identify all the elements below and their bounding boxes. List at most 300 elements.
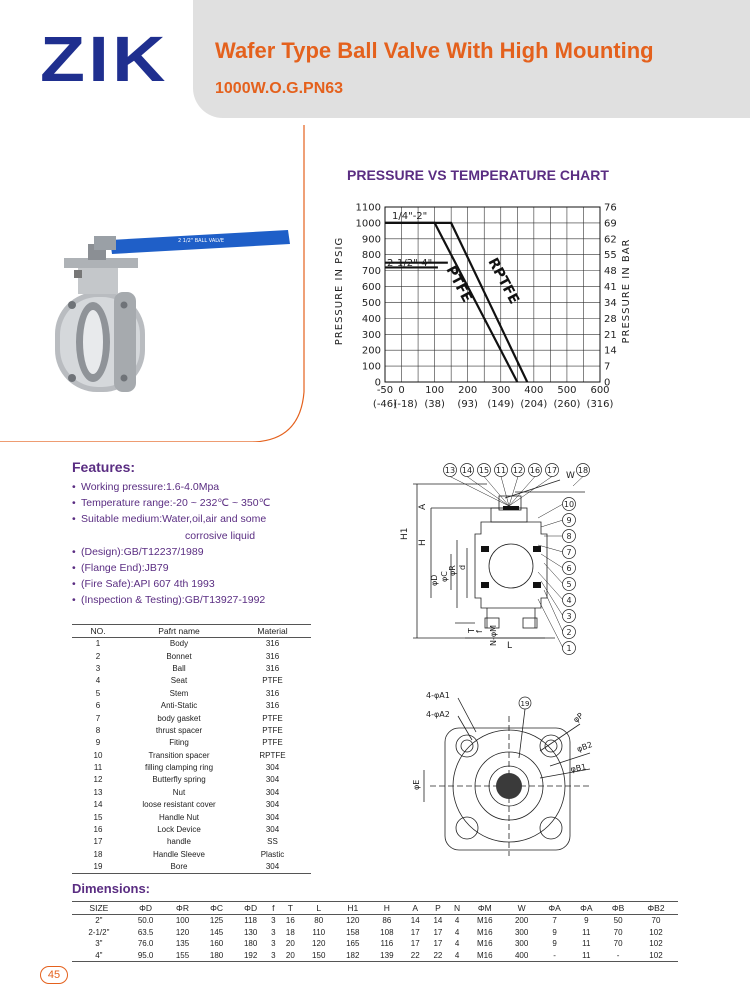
dim-col-header: ΦB — [602, 902, 634, 915]
part-material: 304 — [234, 861, 311, 874]
part-material: 304 — [265, 812, 280, 822]
x-tick-label: -50 — [376, 385, 394, 396]
dim-cell: 108 — [380, 927, 394, 937]
parts-table-row — [72, 824, 311, 836]
features-list — [72, 479, 270, 609]
dim-cell: 80 — [314, 916, 324, 926]
dim-cell: 100 — [175, 916, 190, 926]
y-tick-label: 200 — [361, 345, 381, 357]
callout-number: 17 — [546, 466, 558, 475]
callout — [544, 530, 576, 543]
dim-cell: M16 — [477, 916, 493, 926]
part-name: Seat — [170, 676, 188, 686]
parts-table-row — [72, 849, 311, 861]
callout-number: 10 — [563, 500, 575, 509]
dim-cell: 182 — [336, 950, 370, 962]
dim-cell: 400 — [505, 950, 539, 962]
feature-item: • (Fire Safe):API 607 4th 1993 — [72, 578, 215, 591]
part-no: 5 — [95, 688, 101, 698]
callout-number: 5 — [566, 580, 572, 589]
part-no: 12 — [93, 775, 103, 785]
parts-table-row — [72, 712, 311, 724]
feature-item: • (Inspection & Testing):GB/T13927-1992 — [72, 594, 266, 607]
dim-cell: 300 — [514, 927, 529, 937]
part-no: 3 — [95, 663, 101, 673]
part-material: 304 — [265, 825, 280, 835]
dim-cell: 70 — [613, 927, 623, 937]
dim-cell: 17 — [433, 927, 443, 937]
dim-cell: 3" — [95, 939, 103, 949]
callout-number: 9 — [566, 516, 572, 525]
part-no: 14 — [93, 800, 103, 810]
leader-line — [509, 477, 535, 507]
parts-table-row — [72, 762, 311, 774]
dim-cell: 4" — [72, 950, 126, 962]
part-no: 1 — [95, 639, 101, 649]
feature-item: • (Design):GB/T12237/1989 — [72, 545, 204, 558]
dimensions-table-row — [72, 950, 678, 962]
dim-cell: 192 — [234, 950, 268, 962]
x-tick-label-celsius: (149) — [487, 399, 515, 410]
page-title: Wafer Type Ball Valve With High Mounting — [215, 38, 654, 63]
dim-col-header: W — [505, 902, 539, 915]
parts-table-row — [72, 737, 311, 749]
dim-cell: 9 — [584, 916, 589, 926]
dim-cell: 50.0 — [137, 916, 154, 926]
part-name: handle — [166, 837, 192, 847]
dim-cell: 180 — [243, 939, 258, 949]
y-tick-label: 300 — [361, 329, 381, 341]
part-material: SS — [267, 837, 278, 847]
y-tick-label: 100 — [361, 361, 381, 373]
part-no: 10 — [93, 750, 103, 760]
dim-col-header: P — [427, 902, 450, 915]
chart-label-ptfe: PTFE — [442, 263, 475, 306]
parts-table-row — [72, 725, 311, 737]
leader-line — [450, 477, 509, 507]
chart-label-size-large: 2-1/2"-4" — [387, 258, 433, 269]
part-material: 316 — [265, 639, 280, 649]
dimensions-table-row — [72, 915, 678, 927]
dim-cell: 125 — [209, 916, 224, 926]
x-tick-label: 400 — [524, 385, 544, 396]
callout-number: 16 — [529, 466, 541, 475]
y-tick-label: 1100 — [355, 202, 381, 214]
x-tick-label: 500 — [557, 385, 577, 396]
dimensions-table-row — [72, 927, 678, 939]
parts-table-row — [72, 700, 311, 712]
y-tick-label-right: 28 — [604, 313, 617, 325]
dim-cell: 4 — [454, 939, 460, 949]
dim-cell: - — [539, 950, 571, 962]
dim-cell: 14 — [410, 916, 420, 926]
y-tick-label-right: 48 — [604, 266, 617, 278]
dim-cell: 158 — [346, 927, 360, 937]
callout-number: 3 — [566, 612, 572, 621]
y-tick-label-right: 62 — [604, 234, 617, 246]
dim-cell: 11 — [570, 950, 602, 962]
dim-cell: 118 — [244, 916, 257, 926]
callout-number: 7 — [566, 548, 572, 557]
dim-cell: 165 — [346, 939, 360, 949]
dim-cell: 95.0 — [126, 950, 166, 962]
leader-line — [509, 477, 552, 507]
callout — [509, 464, 525, 507]
chart-x-ticks — [373, 385, 614, 410]
dim-cell: 102 — [649, 927, 663, 937]
parts-table-row — [72, 787, 311, 799]
part-no: 7 — [95, 713, 101, 723]
chart-y-ticks — [356, 203, 381, 389]
dim-col-header: H1 — [336, 902, 370, 915]
dim-cell: 4 — [454, 927, 460, 937]
dim-cell: 20 — [285, 939, 295, 949]
part-name: Bonnet — [166, 651, 192, 661]
part-name: Stem — [169, 688, 189, 698]
callout — [538, 545, 576, 559]
dim-cell: 4 — [454, 916, 460, 926]
parts-table-row — [72, 811, 311, 823]
x-tick-label-celsius: (38) — [424, 399, 445, 410]
dim-cell: M16 — [465, 950, 505, 962]
y-tick-label: 0 — [374, 377, 381, 389]
callout-number: 2 — [566, 628, 572, 637]
part-name: Bore — [124, 861, 234, 874]
leader-line — [538, 545, 563, 552]
parts-table — [72, 624, 311, 874]
part-no: 19 — [72, 861, 124, 874]
dim-cell: 9 — [552, 939, 557, 949]
dim-col-header: ΦA — [539, 902, 571, 915]
parts-table-row — [72, 663, 311, 675]
dim-cell: 150 — [302, 950, 336, 962]
label-phib1: φB1 — [569, 762, 587, 774]
y-tick-label: 800 — [361, 250, 381, 262]
part-material: PTFE — [262, 738, 283, 748]
label-phip: φP — [571, 711, 586, 725]
y-tick-label-right: 41 — [604, 282, 617, 294]
x-tick-label-celsius: (316) — [586, 399, 614, 410]
part-no: 4 — [95, 676, 101, 686]
parts-col-name: Pafrt name — [124, 625, 234, 638]
dim-cell: 76.0 — [137, 939, 154, 949]
part-name: Butterfly spring — [152, 775, 206, 785]
parts-col-material: Material — [234, 625, 311, 638]
part-material: 304 — [265, 800, 280, 810]
chart-label-size-small: 1/4"-2" — [392, 211, 428, 222]
valve-photo — [55, 230, 290, 392]
feature-item: • Suitable medium:Water,oil,air and some — [72, 513, 267, 526]
y-tick-label-right: 69 — [604, 218, 617, 230]
dimensions-table — [72, 901, 678, 962]
dim-col-header: ΦD — [234, 902, 268, 915]
leader-line — [541, 554, 563, 568]
dim-col-header: H — [370, 902, 404, 915]
part-material: PTFE — [262, 713, 283, 723]
dim-cell: 2-1/2" — [88, 927, 110, 937]
valve-section-drawing — [395, 458, 605, 670]
chart-grid — [385, 207, 600, 382]
dim-col-header: ΦM — [465, 902, 505, 915]
dim-cell: 155 — [165, 950, 199, 962]
dim-cell: 102 — [649, 939, 663, 949]
label-4-phia2: 4-φA2 — [426, 710, 450, 719]
leader-line — [541, 520, 563, 527]
parts-table-row — [72, 638, 311, 651]
dim-cell: 2" — [95, 916, 103, 926]
part-name: Anti-Static — [160, 701, 198, 711]
part-no: 11 — [93, 763, 103, 773]
dim-cell: 120 — [312, 939, 326, 949]
dim-cell: 22 — [427, 950, 450, 962]
parts-col-no: NO. — [72, 625, 124, 638]
label-phib2: φB2 — [575, 739, 594, 754]
part-material: Plastic — [260, 849, 285, 859]
part-material: 304 — [265, 787, 280, 797]
part-no: 9 — [95, 738, 101, 748]
callout-number: 15 — [478, 466, 490, 475]
dimensions-table-row — [72, 938, 678, 950]
parts-table-row — [72, 675, 311, 687]
chart-y-ticks-right — [604, 203, 617, 389]
parts-table-row — [72, 799, 311, 811]
dimensions-heading: Dimensions: — [72, 881, 151, 896]
part-no: 2 — [95, 651, 101, 661]
part-material: 316 — [265, 688, 280, 698]
part-material: 304 — [265, 775, 280, 785]
dim-col-header: ΦR — [165, 902, 199, 915]
parts-table-row — [72, 650, 311, 662]
dim-cell: 20 — [279, 950, 302, 962]
part-name: thrust spacer — [155, 725, 203, 735]
dim-label-d: d — [458, 564, 467, 570]
label-phie: φE — [412, 779, 421, 790]
chart-ylabel-left: PRESSURE IN PSIG — [334, 236, 345, 346]
dim-cell: 130 — [243, 927, 258, 937]
dim-cell: 3 — [271, 916, 276, 926]
dim-col-header: L — [302, 902, 336, 915]
feature-item: • Working pressure:1.6-4.0Mpa — [72, 481, 220, 493]
y-tick-label-right: 7 — [604, 361, 611, 373]
callout-number: 1 — [566, 644, 572, 653]
part-material: RPTFE — [259, 750, 286, 760]
parts-table-row — [72, 774, 311, 786]
part-name: body gasket — [157, 713, 201, 723]
part-name: Transition spacer — [148, 750, 210, 760]
handle-label: 2 1/2" BALL VALVE — [178, 238, 225, 244]
dim-cell: 16 — [285, 916, 295, 926]
x-tick-label-celsius: (260) — [553, 399, 581, 410]
leader-line — [509, 477, 518, 507]
part-name: Lock Device — [157, 825, 201, 835]
dim-cell: 3 — [268, 950, 279, 962]
dim-label-f: f — [475, 630, 484, 633]
parts-table-row — [72, 688, 311, 700]
y-tick-label-right: 21 — [604, 329, 617, 341]
dim-col-header: A — [404, 902, 427, 915]
dim-col-header: SIZE — [72, 902, 126, 915]
x-tick-label-celsius: (204) — [520, 399, 548, 410]
model-number: 1000W.O.G.PN63 — [215, 80, 344, 97]
y-tick-label: 900 — [361, 234, 381, 246]
y-tick-label: 700 — [361, 266, 381, 278]
dim-label-h: H — [418, 539, 428, 546]
dim-label-l: L — [507, 641, 513, 651]
dim-cell: 86 — [382, 916, 392, 926]
callout — [573, 464, 590, 487]
dim-cell: 300 — [514, 939, 529, 949]
dim-cell: 120 — [175, 927, 190, 937]
dim-label-phic: φC — [440, 571, 449, 582]
plot-frame — [385, 207, 600, 382]
leader-line — [541, 581, 563, 616]
part-no: 13 — [93, 787, 103, 797]
x-tick-label-celsius: (93) — [457, 399, 478, 410]
part-no: 17 — [93, 837, 103, 847]
label-4-phia1: 4-φA1 — [426, 691, 450, 700]
dim-cell: 17 — [433, 939, 443, 949]
dim-label-t: T — [467, 628, 476, 633]
photo-frame-line — [0, 125, 304, 442]
dim-col-header: ΦA — [570, 902, 602, 915]
brand-logo: ZIK — [40, 23, 169, 95]
dim-cell: 102 — [634, 950, 678, 962]
callout-number: 8 — [566, 532, 572, 541]
part-no: 8 — [95, 725, 101, 735]
callout-number: 12 — [512, 466, 524, 475]
x-tick-label: 0 — [398, 385, 405, 396]
callout-number: 4 — [566, 596, 572, 605]
dim-label-phir: φR — [448, 565, 457, 576]
y-tick-label: 600 — [361, 282, 381, 294]
part-no: 18 — [93, 849, 103, 859]
feature-item: • (Flange End):JB79 — [72, 561, 169, 574]
dim-cell: 9 — [552, 927, 557, 937]
dim-cell: 70 — [613, 939, 623, 949]
dim-col-header: T — [279, 902, 302, 915]
part-material: 304 — [265, 763, 280, 773]
dim-cell: M16 — [477, 927, 493, 937]
part-name: Nut — [172, 787, 186, 797]
dim-cell: 22 — [404, 950, 427, 962]
leader-line — [538, 504, 563, 518]
dim-cell: 116 — [380, 939, 394, 949]
dim-cell: 70 — [651, 916, 661, 926]
callout-number: 13 — [444, 466, 456, 475]
callout-number: 11 — [495, 466, 507, 475]
x-tick-label-celsius: (-46) — [372, 399, 398, 410]
dim-cell: 17 — [410, 927, 420, 937]
part-name: Ball — [172, 663, 186, 673]
dim-cell: M16 — [477, 939, 493, 949]
dim-cell: 17 — [410, 939, 420, 949]
part-name: Handle Nut — [158, 812, 200, 822]
dim-cell: 11 — [582, 939, 591, 949]
product-photo-panel — [0, 0, 305, 442]
part-material: 316 — [265, 663, 280, 673]
y-tick-label-right: 0 — [604, 377, 611, 389]
callout — [541, 514, 576, 528]
dim-cell: 120 — [346, 916, 360, 926]
dim-label-a: A — [418, 503, 428, 510]
dim-cell: 3 — [271, 927, 276, 937]
dim-label-n-phim: N-φM — [489, 624, 498, 646]
part-name: filling clamping ring — [144, 763, 214, 773]
y-tick-label-right: 55 — [604, 250, 617, 262]
dim-cell: 7 — [552, 916, 557, 926]
part-no: 15 — [93, 812, 103, 822]
features-heading: Features: — [72, 459, 136, 475]
callout-number: 18 — [577, 466, 589, 475]
dim-col-header: ΦC — [200, 902, 234, 915]
x-tick-label: 200 — [458, 385, 478, 396]
dim-cell: 18 — [285, 927, 295, 937]
right-callouts — [538, 498, 576, 655]
dimensions-table-header — [72, 902, 678, 915]
parts-table-header — [72, 625, 311, 638]
dim-label-phid: φD — [430, 574, 439, 586]
part-material: PTFE — [262, 676, 283, 686]
part-name: loose resistant cover — [142, 800, 216, 810]
y-tick-label-right: 76 — [604, 202, 617, 214]
part-material: 316 — [265, 651, 280, 661]
callout-19-label: 19 — [520, 700, 530, 708]
part-name: Fiting — [169, 738, 189, 748]
y-tick-label: 500 — [361, 297, 381, 309]
x-tick-label: 600 — [590, 385, 610, 396]
dim-cell: 139 — [370, 950, 404, 962]
dim-cell: 50 — [613, 916, 623, 926]
callout-number: 6 — [566, 564, 572, 573]
dim-cell: 3 — [271, 939, 276, 949]
chart-label-rptfe: RPTFE — [484, 255, 522, 307]
dim-cell: 11 — [582, 927, 591, 937]
part-no: 16 — [93, 825, 103, 835]
dim-col-header: ΦD — [126, 902, 166, 915]
page-number: 45 — [40, 966, 68, 984]
part-name: Body — [169, 639, 189, 649]
feature-item: • Temperature range:-20 ~ 232℃ ~ 350℃ — [72, 497, 271, 510]
callout-number: 14 — [461, 466, 473, 475]
pressure-temperature-chart — [330, 195, 640, 415]
x-tick-label: 100 — [425, 385, 445, 396]
dim-cell: 145 — [209, 927, 224, 937]
dim-col-header: N — [449, 902, 465, 915]
dim-cell: 4 — [449, 950, 465, 962]
part-no: 6 — [95, 701, 101, 711]
dim-cell: 200 — [514, 916, 529, 926]
parts-table-row — [72, 750, 311, 762]
dim-label-h1: H1 — [400, 527, 410, 540]
part-material: 316 — [265, 701, 280, 711]
x-tick-label: 300 — [491, 385, 511, 396]
dim-col-header: f — [268, 902, 279, 915]
chart-ylabel-right: PRESSURE IN BAR — [621, 238, 632, 344]
dim-cell: 63.5 — [137, 927, 154, 937]
x-tick-label-celsius: (-18) — [393, 399, 418, 410]
y-tick-label-right: 34 — [604, 297, 617, 309]
dim-cell: 160 — [209, 939, 224, 949]
dim-cell: 110 — [312, 927, 326, 937]
dim-cell: 135 — [175, 939, 190, 949]
dim-cell: 180 — [200, 950, 234, 962]
parts-table-row — [72, 836, 311, 848]
dim-label-w: W — [566, 471, 575, 481]
parts-table-row — [72, 861, 311, 874]
dim-col-header: ΦB2 — [634, 902, 678, 915]
dim-cell: - — [602, 950, 634, 962]
feature-item-continued: corrosive liquid — [185, 529, 256, 542]
